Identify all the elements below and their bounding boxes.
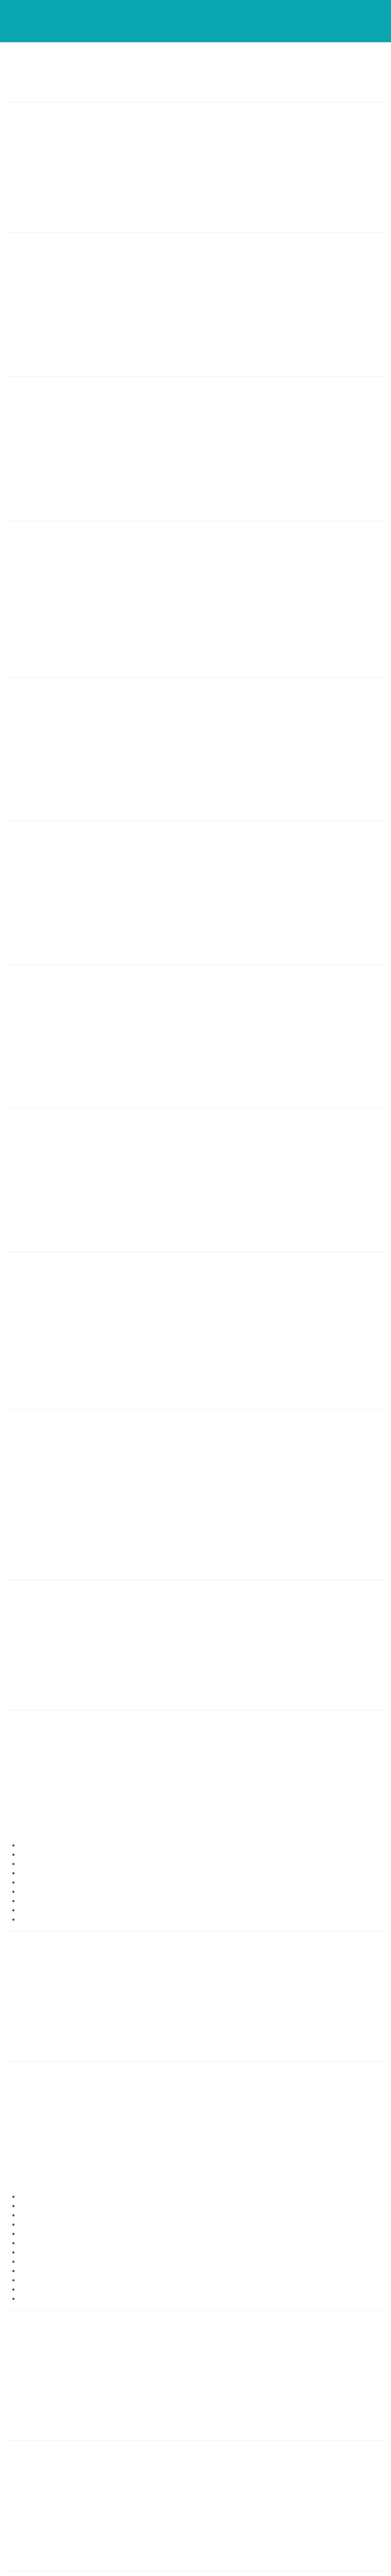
section: [6, 1481, 385, 1642]
section: [6, 1651, 385, 1772]
paragraph: [6, 2557, 385, 2566]
bullet-item: [20, 2201, 385, 2210]
section-title: [6, 2382, 385, 2396]
paragraph: [6, 1539, 385, 1548]
section: [6, 892, 385, 1027]
section-title: [6, 1651, 385, 1666]
section: [6, 2512, 385, 2576]
paragraph: [6, 2427, 385, 2435]
section: [6, 1782, 385, 1993]
section-divider: [6, 376, 385, 438]
section-divider: [6, 1580, 385, 1642]
paragraph: [6, 2021, 385, 2029]
section: [6, 174, 385, 295]
bullet-item: [20, 1905, 385, 1914]
paragraph: [6, 2544, 385, 2552]
section-divider: [6, 232, 385, 295]
section-divider: [6, 2061, 385, 2124]
bullet-item: [20, 1850, 385, 1859]
paragraph: [6, 1697, 385, 1705]
paragraph: [6, 2414, 385, 2422]
paragraph: [6, 219, 385, 227]
section-divider: [6, 1252, 385, 1314]
paragraph: [6, 493, 385, 501]
page-title: [0, 0, 391, 42]
paragraph: [6, 664, 385, 672]
section-divider: [6, 1108, 385, 1171]
paragraph: [6, 1225, 385, 1233]
bullet-item: [20, 2210, 385, 2219]
section: [6, 1180, 385, 1314]
section-title: [6, 2512, 385, 2527]
bullet-item: [20, 2275, 385, 2284]
paragraph: [6, 506, 385, 515]
bullet-list: [20, 2192, 385, 2303]
section-divider: [6, 520, 385, 582]
section: [6, 448, 385, 582]
section-title: [6, 448, 385, 462]
bullet-item: [20, 1868, 385, 1877]
paragraph: [6, 1800, 385, 1808]
paragraph: [6, 1081, 385, 1090]
paragraph: [6, 1095, 385, 1103]
paragraph: [6, 1068, 385, 1076]
bullet-item: [20, 1877, 385, 1887]
bullet-item: [20, 2219, 385, 2229]
bullet-item: [20, 1840, 385, 1850]
paragraph: [6, 650, 385, 658]
paragraph: [6, 767, 385, 775]
bullet-item: [20, 2284, 385, 2294]
section: [6, 2382, 385, 2503]
paragraph: [6, 911, 385, 919]
section-title: [6, 591, 385, 606]
bullet-item: [20, 1887, 385, 1896]
section-title: [6, 1782, 385, 1796]
paragraph: [6, 1382, 385, 1391]
paragraph: [6, 1342, 385, 1350]
section-divider: [6, 2441, 385, 2503]
section-title: [6, 1481, 385, 1495]
paragraph: [6, 2151, 385, 2160]
section: [6, 591, 385, 739]
section-divider: [6, 2310, 385, 2372]
page-title-line: [6, 5, 385, 21]
paragraph: [6, 2531, 385, 2539]
paragraph: [6, 637, 385, 645]
section-divider: [6, 2571, 385, 2576]
section: [6, 749, 385, 883]
paragraph: [6, 363, 385, 371]
paragraph: [6, 1827, 385, 1835]
paragraph: [6, 206, 385, 214]
bullet-item: [20, 2294, 385, 2303]
paragraph: [6, 1513, 385, 1521]
paragraph: [6, 2048, 385, 2056]
section-divider: [6, 1409, 385, 1471]
section-title: [6, 1324, 385, 1338]
bullet-item: [20, 2266, 385, 2275]
section-divider: [6, 964, 385, 1027]
section: [6, 57, 385, 164]
paragraph: [6, 610, 385, 618]
paragraph: [6, 336, 385, 344]
paragraph: [6, 1369, 385, 1377]
paragraph: [6, 623, 385, 632]
bullet-item: [20, 2247, 385, 2257]
paragraph: [6, 192, 385, 200]
paragraph: [6, 349, 385, 358]
section-title: [6, 2003, 385, 2017]
bullet-item: [20, 2229, 385, 2238]
paragraph: [6, 2035, 385, 2043]
section: [6, 304, 385, 438]
section-divider: [6, 1710, 385, 1772]
paragraph: [6, 781, 385, 789]
bullet-item: [20, 2192, 385, 2201]
paragraph: [6, 1239, 385, 1247]
section-divider: [6, 1931, 385, 1993]
bullet-item: [20, 2238, 385, 2247]
section-title: [6, 892, 385, 907]
paragraph: [6, 924, 385, 933]
paragraph: [6, 2400, 385, 2409]
section: [6, 1036, 385, 1171]
paragraph: [6, 1055, 385, 1063]
paragraph: [6, 1396, 385, 1404]
page-title-line: [6, 21, 385, 36]
paragraph: [6, 2165, 385, 2173]
section: [6, 1324, 385, 1471]
paragraph: [6, 1198, 385, 1207]
bullet-item: [20, 2257, 385, 2266]
paragraph: [6, 1526, 385, 1534]
paragraph: [6, 794, 385, 802]
section-title: [6, 1036, 385, 1050]
bullet-list: [20, 1840, 385, 1924]
section-title: [6, 304, 385, 318]
paragraph: [6, 323, 385, 331]
sections: [6, 57, 385, 2576]
paragraph: [6, 466, 385, 474]
section-title: [6, 57, 385, 71]
section-divider: [6, 677, 385, 739]
paragraph: [6, 75, 385, 83]
paragraph: [6, 89, 385, 97]
section-divider: [6, 102, 385, 164]
paragraph: [6, 1212, 385, 1220]
paragraph: [6, 938, 385, 946]
bullet-item: [20, 1914, 385, 1924]
section-title: [6, 1180, 385, 1194]
bullet-item: [20, 1859, 385, 1868]
section-title: [6, 2133, 385, 2147]
section: [6, 2133, 385, 2372]
section: [6, 2003, 385, 2124]
paragraph: [6, 1683, 385, 1691]
section-divider: [6, 821, 385, 883]
paragraph: [6, 807, 385, 816]
bullet-item: [20, 1896, 385, 1905]
paragraph: [6, 480, 385, 488]
paragraph: [6, 1566, 385, 1574]
section-title: [6, 749, 385, 763]
paragraph: [6, 951, 385, 959]
paragraph: [6, 2178, 385, 2187]
section-title: [6, 174, 385, 188]
paragraph: [6, 1355, 385, 1364]
paragraph: [6, 1553, 385, 1561]
content: [0, 42, 391, 2576]
paragraph: [6, 1499, 385, 1507]
paragraph: [6, 1814, 385, 1822]
paragraph: [6, 1670, 385, 1678]
